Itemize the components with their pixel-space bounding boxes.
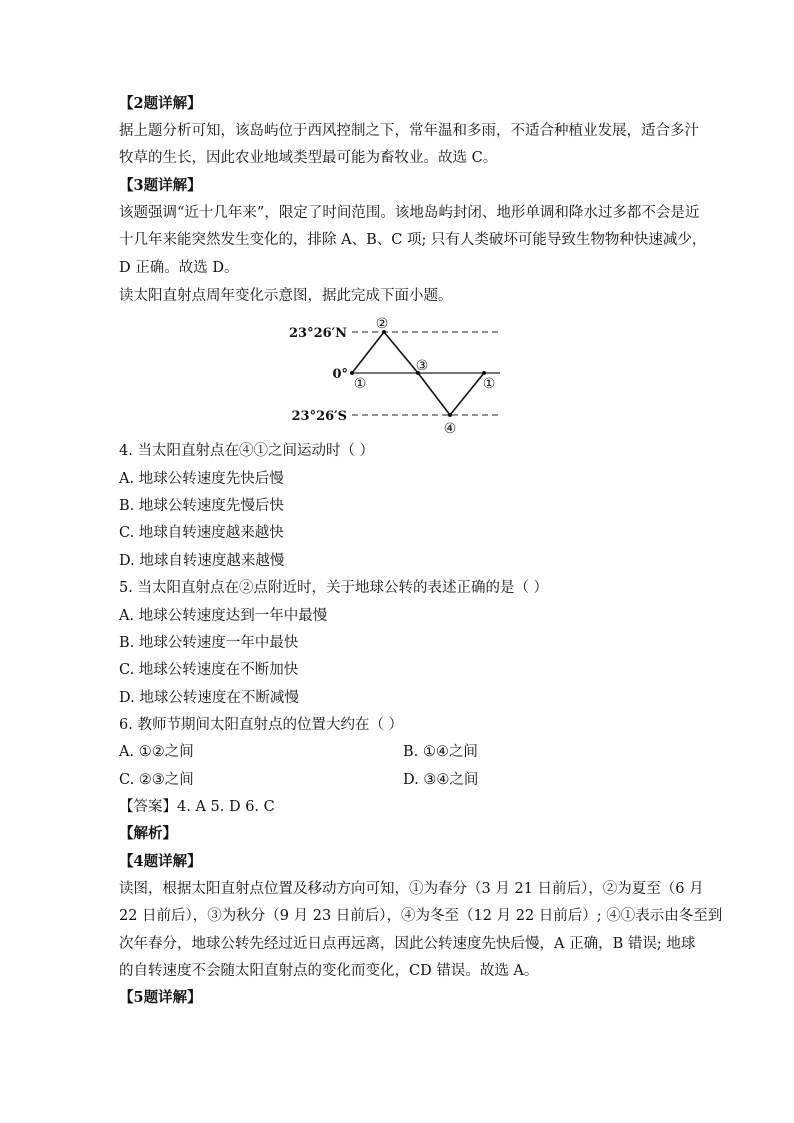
paragraph-q4-line3: 次年春分，地球公转先经过近日点再远离，因此公转速度先快后慢，A 正确，B 错误; 地球 <box>119 936 696 952</box>
label-north-tropic: 23°26′N <box>289 326 347 341</box>
heading-q4-detail: 【4题详解】 <box>119 853 202 870</box>
question-5-option-d: D. 地球公转速度在不断减慢 <box>119 690 299 706</box>
label-south-tropic: 23°26′S <box>291 409 347 424</box>
paragraph-q2-line2: 牧草的生长，因此农业地域类型最可能为畜牧业。故选 C。 <box>119 150 498 166</box>
mark-2: ② <box>375 316 389 332</box>
analysis-heading: 【解析】 <box>119 825 177 842</box>
question-4-option-c: C. 地球自转速度越来越快 <box>119 525 284 541</box>
mark-4: ④ <box>443 421 457 436</box>
mark-1-left: ① <box>353 376 367 392</box>
question-4-option-a: A. 地球公转速度先快后慢 <box>119 471 284 487</box>
paragraph-q2-line1: 据上题分析可知，该岛屿位于西风控制之下，常年温和多雨，不适合种植业发展，适合多汁 <box>119 123 699 139</box>
label-equator: 0° <box>332 367 348 382</box>
question-6-option-c: C. ②③之间 <box>119 772 194 788</box>
question-5-option-a: A. 地球公转速度达到一年中最慢 <box>119 608 328 624</box>
heading-q5-detail: 【5题详解】 <box>119 989 202 1006</box>
intro-text: 读太阳直射点周年变化示意图，据此完成下面小题。 <box>119 288 453 304</box>
question-6-option-b: B. ①④之间 <box>403 744 478 760</box>
paragraph-q3-line1: 该题强调“近十几年来”，限定了时间范围。该地岛屿封闭、地形单调和降水过多都不会是近 <box>119 205 700 221</box>
question-5: 5. 当太阳直射点在②点附近时，关于地球公转的表述正确的是（ ） <box>119 580 549 596</box>
heading-q3-detail: 【3题详解】 <box>119 177 202 194</box>
heading-q2-detail: 【2题详解】 <box>119 95 202 112</box>
mark-3: ③ <box>415 358 429 374</box>
question-5-option-b: B. 地球公转速度一年中最快 <box>119 635 299 651</box>
question-6-option-d: D. ③④之间 <box>403 772 479 788</box>
point-1-right <box>482 371 486 375</box>
paragraph-q4-line2: 22 日前后），③为秋分（9 月 23 日前后），④为冬至（12 月 22 日前后）; ④①表示由冬至到 <box>119 908 723 924</box>
question-4-option-d: D. 地球自转速度越来越慢 <box>119 553 285 569</box>
question-5-option-c: C. 地球公转速度在不断加快 <box>119 662 299 678</box>
paragraph-q3-line3: D 正确。故选 D。 <box>119 260 239 276</box>
question-6: 6. 教师节期间太阳直射点的位置大约在（ ） <box>119 717 404 733</box>
question-6-option-a: A. ①②之间 <box>119 744 194 760</box>
paragraph-q3-line2: 十几年来能突然发生变化的，排除 A、B、C 项; 只有人类破坏可能导致生物物种快速减少， <box>119 232 707 248</box>
point-4 <box>448 413 452 417</box>
solar-direct-point-diagram <box>288 312 508 436</box>
point-1-left <box>350 371 354 375</box>
paragraph-q4-line1: 读图，根据太阳直射点位置及移动方向可知，①为春分（3 月 21 日前后），②为夏至（6 月 <box>119 881 704 897</box>
paragraph-q4-line4: 的自转速度不会随太阳直射点的变化而变化，CD 错误。故选 A。 <box>119 963 539 979</box>
mark-1-right: ① <box>482 376 496 392</box>
question-4-option-b: B. 地球公转速度先慢后快 <box>119 498 284 514</box>
answer-line: 【答案】4. A 5. D 6. C <box>119 799 275 815</box>
question-4: 4. 当太阳直射点在④①之间运动时（ ） <box>119 443 375 459</box>
